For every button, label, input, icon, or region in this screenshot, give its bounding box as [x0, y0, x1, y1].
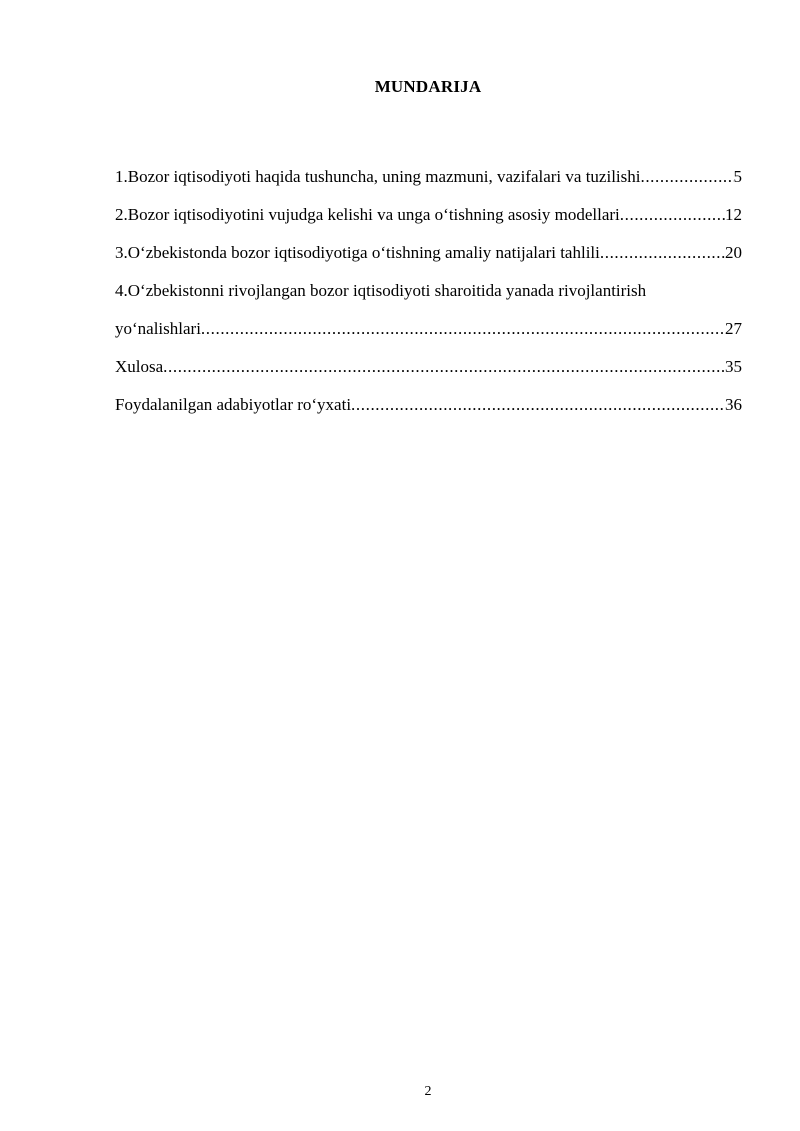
toc-entry-2[interactable] — [115, 202, 742, 228]
toc-entry-1[interactable] — [115, 164, 742, 190]
toc-entry-label: Xulosa — [115, 357, 164, 376]
toc-dot-leader — [201, 316, 725, 342]
toc-entry-label: 2.Bozor iqtisodiyotini vujudga kelishi va unga o‘tishning asosiy modellari — [115, 205, 620, 224]
toc-entry-label: Foydalanilgan adabiyotlar ro‘yxati — [115, 395, 352, 414]
page-title: MUNDARIJA — [374, 77, 482, 96]
toc-dot-leader — [620, 202, 725, 228]
toc-entry-label: 1.Bozor iqtisodiyoti haqida tushuncha, uning mazmuni, vazifalari va tuzilishi — [115, 167, 641, 186]
toc-entry-page: 35 — [725, 357, 742, 376]
toc-dot-leader — [163, 354, 725, 380]
toc-entry-6[interactable] — [115, 392, 742, 418]
toc-entry-page: 12 — [725, 205, 742, 224]
toc-entry-page: 27 — [725, 319, 742, 338]
toc-entry-label: 3.O‘zbekistonda bozor iqtisodiyotiga o‘tishning amaliy natijalari tahlili — [115, 243, 600, 262]
toc-entry-page: 36 — [725, 395, 742, 414]
toc-entry-page: 20 — [725, 243, 742, 262]
toc-entry-label-continued: yo‘nalishlari — [115, 319, 201, 338]
toc-dot-leader — [600, 240, 725, 266]
toc-entry-3[interactable] — [115, 240, 742, 266]
toc-entry-page: 5 — [733, 167, 742, 186]
toc-entry-5[interactable] — [115, 354, 742, 380]
toc-entry-label: 4.O‘zbekistonni rivojlangan bozor iqtisodiyoti sharoitida yanada rivojlantirish — [115, 281, 647, 300]
table-of-contents — [115, 164, 742, 430]
toc-dot-leader — [640, 164, 733, 190]
page-number: 2 — [424, 1084, 432, 1099]
toc-dot-leader — [351, 392, 725, 418]
toc-entry-4[interactable] — [115, 278, 742, 342]
